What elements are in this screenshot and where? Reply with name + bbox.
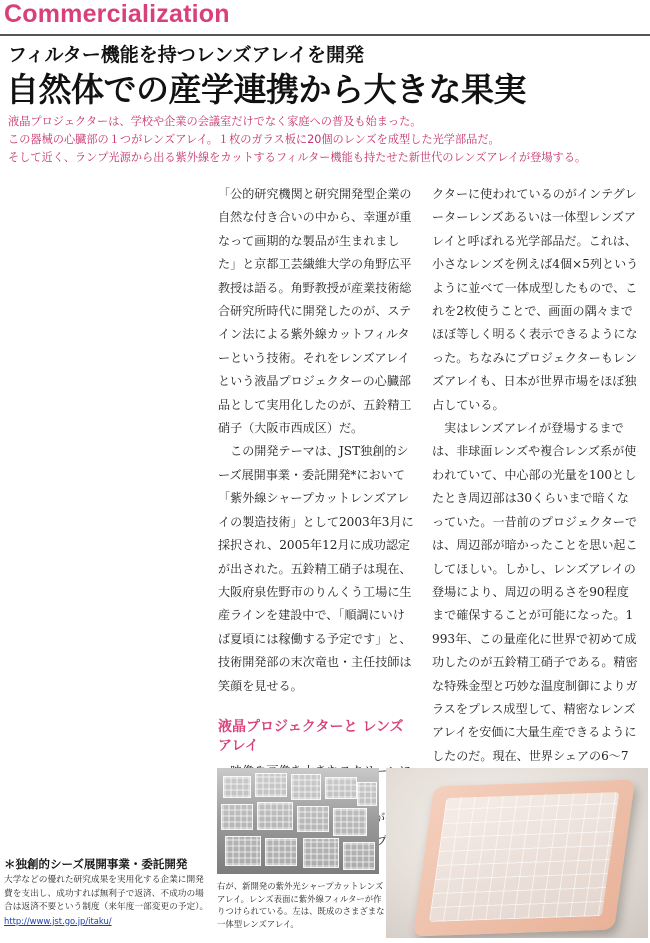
section-label: Commercialization — [4, 0, 230, 28]
footnote-title-text: 独創的シーズ展開事業・委託開発 — [15, 857, 188, 871]
section-divider — [0, 34, 650, 36]
body-column-2 — [432, 183, 639, 862]
lens-array-piece — [325, 777, 357, 799]
uv-cut-lens-array-photo — [386, 768, 648, 938]
lens-array-plate — [413, 780, 635, 937]
lens-array-piece — [303, 838, 339, 868]
lens-array-piece — [343, 842, 375, 870]
footnote-box — [4, 856, 209, 926]
lens-array-piece — [265, 838, 297, 866]
photo-caption: 右が、新開発の紫外光シャープカットレンズアレイ。レンズ表面に紫外線フィルターが作りつけられている。左は、既成のさまざまな一体型レンズアレイ。 — [217, 881, 385, 929]
lens-array-piece — [255, 773, 287, 797]
article-subheadline: フィルター機能を持つレンズアレイを開発 — [8, 44, 364, 66]
lens-array-piece — [333, 808, 367, 836]
lens-array-piece — [221, 804, 253, 830]
lead-line: 液晶プロジェクターは、学校や企業の会議室だけでなく家庭への普及も始まった。 — [8, 115, 422, 128]
body-paragraph: この開発テーマは、JST独創的シーズ展開事業・委託開発*において「紫外線シャープカットレンズアレイの製造技術」として2003年3月に採択され、2005年12月に成功認定が出された。五鈴精工硝子は現在、大阪府泉佐野市のりんくう工場に生産ラインを建設中で、「順調にいけば夏頃には稼働する予定です」と、技術開発部の末次竜也・主任技師は笑顔を見せる。 — [218, 444, 414, 693]
body-paragraph: クターに使われているのがインテグレーターレンズあるいは一体型レンズアレイと呼ばれる光学部品だ。これは、小さなレンズを例えば4個×5列というように並べて一体成型したもので、これを2枚使うことで、画面の隅々までほぼ等しく明るく表示できるようになった。ちなみにプロジェクターもレンズアレイも、日本が世界市場をほぼ独占している。 — [432, 187, 639, 412]
lead-line: この器械の心臓部の１つがレンズアレイ。１枚のガラス板に20個のレンズを成型した光学部品だ。 — [8, 133, 500, 146]
body-paragraph: 「公的研究機関と研究開発型企業の自然な付き合いの中から、幸運が重なって画期的な製品が生まれました」と京都工芸繊維大学の角野広平教授は語る。角野教授が産業技術総合研究所時代に開発したのが、ステイン法による紫外線カットフィルターという技術。それをレンズアレイという液晶プロジェクターの心臓部品として実用化したのが、五鈴精工硝子（大阪市西成区）だ。 — [218, 187, 412, 436]
lead-line: そして近く、ランプ光源から出る紫外線をカットするフィルター機能も持たせた新世代のレンズアレイが登場する。 — [8, 151, 587, 164]
section-heading: 液晶プロジェクターと レンズアレイ — [218, 718, 404, 754]
lens-array-piece — [223, 776, 251, 798]
article-lead — [8, 113, 648, 167]
lens-array-piece — [291, 774, 321, 800]
asterisk-mark: ＊ — [4, 857, 16, 871]
lens-array-piece — [225, 836, 261, 866]
article-headline: 自然体での産学連携から大きな果実 — [6, 70, 526, 109]
footnote-title — [4, 856, 209, 872]
footnote-link[interactable]: http://www.jst.go.jp/itaku/ — [4, 915, 112, 926]
footnote-body: 大学などの優れた研究成果を実用化する企業に開発費を支出し、成功すれば無利子で返済、不成功の場合は返済不要という制度（来年度一部変更の予定）。 — [4, 875, 209, 912]
lens-grid — [429, 792, 619, 922]
lens-array-piece — [357, 782, 377, 806]
lens-array-piece — [297, 806, 329, 832]
lens-array-piece — [257, 802, 293, 830]
body-paragraph: 実はレンズアレイが登場するまでは、非球面レンズや複合レンズ系が使われていて、中心部の光量を100としたとき周辺部は30くらいまで暗くなっていた。一昔前のプロジェクターでは、周辺部が暗かったことを思い起こしてほしい。しかし、レンズアレイの登場により、周辺の明るさを90程度まで確保することが可能になった。1993年、この量産化に世界で初めて成功したのが五鈴精工硝子である。精密な特殊金型と巧妙な温度制御によりガラスをプレス成型して、精密なレンズアレイを安価に大量生産できるようにしたのだ。現在、世界シェアの6～7 — [432, 421, 638, 763]
lens-array-assortment-photo — [217, 768, 379, 874]
